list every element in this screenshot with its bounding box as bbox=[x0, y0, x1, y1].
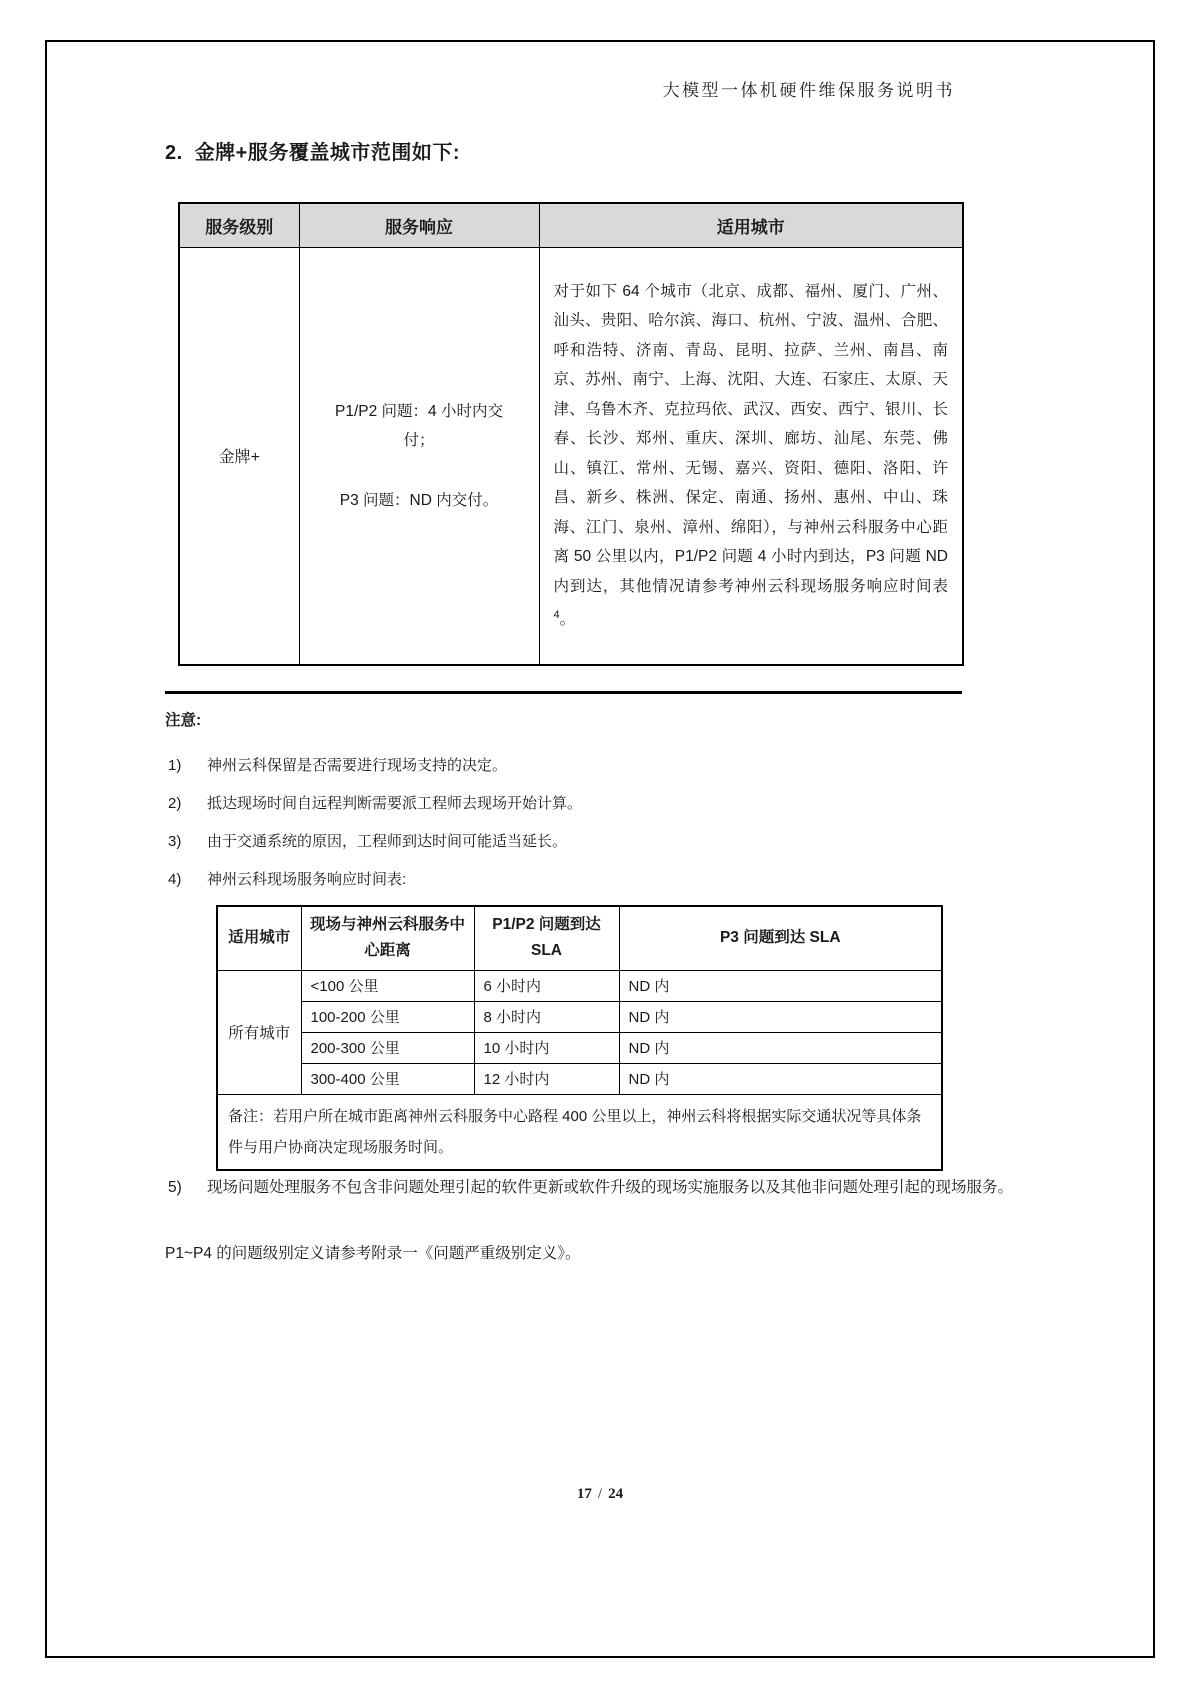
note-item-1 bbox=[168, 754, 1048, 777]
page-number-current: 17 bbox=[576, 1486, 592, 1502]
note-number: 4) bbox=[168, 871, 182, 888]
sla-header-p3: P3 问题到达 SLA bbox=[619, 906, 942, 970]
section-number: 2. bbox=[165, 142, 183, 164]
note-item-2 bbox=[168, 792, 1048, 815]
service-level-cell: 金牌+ bbox=[179, 247, 299, 665]
sla-header-distance: 现场与神州云科服务中心距离 bbox=[301, 906, 474, 970]
cities-body-text: 对于如下 64 个城市（北京、成都、福州、厦门、广州、汕头、贵阳、哈尔滨、海口、杭州、宁波、温州、合肥、呼和浩特、济南、青岛、昆明、拉萨、兰州、南昌、南京、苏州、南宁、上海、沈阳、大连、石家庄、太原、天津、乌鲁木齐、克拉玛依、武汉、西安、西宁、银川、长春、长沙、郑州、重庆、深圳、廊坊、汕尾、东莞、佛山、镇江、常州、无锡、嘉兴、资阳、德阳、洛阳、许昌、新乡、株洲、保定、南通、扬州、惠州、中山、珠海、江门、泉州、漳州、绵阳），与神州云科服务中心距离 50 公里以内，P1/P2 问题 4 小时内到达，P3 问题 ND 内到达，其他情况请参考神州云科现场服务响应时间表 bbox=[553, 282, 948, 595]
sla-distance-cell: 200-300 公里 bbox=[301, 1032, 474, 1063]
sla-p1p2-cell: 10 小时内 bbox=[474, 1032, 619, 1063]
document-header-title: 大模型一体机硬件维保服务说明书 bbox=[662, 81, 955, 100]
section-title-text: 金牌+服务覆盖城市范围如下: bbox=[194, 142, 461, 164]
sla-p3-cell: ND 内 bbox=[619, 1032, 942, 1063]
coverage-header-service-response: 服务响应 bbox=[299, 203, 539, 247]
note-item-4 bbox=[168, 868, 1048, 891]
page-number-separator: / bbox=[597, 1486, 603, 1502]
note-text: 由于交通系统的原因，工程师到达时间可能适当延长。 bbox=[207, 833, 568, 850]
coverage-table bbox=[178, 202, 964, 666]
sla-row bbox=[217, 1001, 942, 1032]
coverage-table-row bbox=[179, 247, 963, 665]
sla-p1p2-cell: 12 小时内 bbox=[474, 1063, 619, 1094]
coverage-header-service-level: 服务级别 bbox=[179, 203, 299, 247]
section-divider bbox=[165, 691, 962, 694]
coverage-header-applicable-cities: 适用城市 bbox=[539, 203, 963, 247]
footnote-marker: 4 bbox=[553, 609, 560, 622]
sla-p1p2-cell: 8 小时内 bbox=[474, 1001, 619, 1032]
note-text: 抵达现场时间自远程判断需要派工程师去现场开始计算。 bbox=[207, 795, 583, 812]
sla-p3-cell: ND 内 bbox=[619, 970, 942, 1001]
sla-p3-cell: ND 内 bbox=[619, 1001, 942, 1032]
response-line-p3: P3 问题：ND 内交付。 bbox=[339, 491, 499, 509]
sla-header-p1p2: P1/P2 问题到达 SLA bbox=[474, 906, 619, 970]
notes-list bbox=[168, 754, 1048, 906]
note-item-3 bbox=[168, 830, 1048, 853]
cities-suffix: 。 bbox=[559, 611, 576, 629]
note-number: 2) bbox=[168, 795, 182, 812]
note-text: 神州云科现场服务响应时间表: bbox=[207, 871, 407, 888]
service-response-cell bbox=[299, 247, 539, 665]
sla-row bbox=[217, 1063, 942, 1094]
sla-p1p2-cell: 6 小时内 bbox=[474, 970, 619, 1001]
note-number: 5) bbox=[168, 1179, 182, 1196]
appendix-reference-note: P1~P4 的问题级别定义请参考附录一《问题严重级别定义》。 bbox=[165, 1245, 581, 1262]
note-text: 现场问题处理服务不包含非问题处理引起的软件更新或软件升级的现场实施服务以及其他非问题处理引起的现场服务。 bbox=[207, 1179, 1014, 1196]
notice-label: 注意: bbox=[165, 712, 202, 729]
sla-p3-cell: ND 内 bbox=[619, 1063, 942, 1094]
sla-distance-cell: <100 公里 bbox=[301, 970, 474, 1001]
sla-distance-cell: 300-400 公里 bbox=[301, 1063, 474, 1094]
applicable-cities-text bbox=[540, 277, 963, 635]
coverage-table-header-row bbox=[179, 203, 963, 247]
note-item-5 bbox=[168, 1172, 1043, 1204]
sla-table bbox=[216, 905, 943, 1171]
sla-distance-cell: 100-200 公里 bbox=[301, 1001, 474, 1032]
sla-row bbox=[217, 970, 942, 1001]
service-response-text bbox=[300, 397, 539, 515]
applicable-cities-cell bbox=[539, 247, 963, 665]
note-text: 神州云科保留是否需要进行现场支持的决定。 bbox=[207, 757, 508, 774]
sla-table-header-row bbox=[217, 906, 942, 970]
sla-row bbox=[217, 1032, 942, 1063]
sla-remark-cell: 备注：若用户所在城市距离神州云科服务中心路程 400 公里以上，神州云科将根据实际交通状况等具体条件与用户协商决定现场服务时间。 bbox=[217, 1094, 942, 1170]
sla-header-city: 适用城市 bbox=[217, 906, 301, 970]
response-line-p1p2: P1/P2 问题：4 小时内交付； bbox=[335, 402, 503, 449]
note-number: 3) bbox=[168, 833, 182, 850]
sla-remark-row bbox=[217, 1094, 942, 1170]
sla-city-scope-cell: 所有城市 bbox=[217, 970, 301, 1094]
section-title bbox=[165, 136, 460, 165]
page-number-total: 24 bbox=[608, 1486, 624, 1502]
page-footer bbox=[0, 1486, 1200, 1503]
note-number: 1) bbox=[168, 757, 182, 774]
